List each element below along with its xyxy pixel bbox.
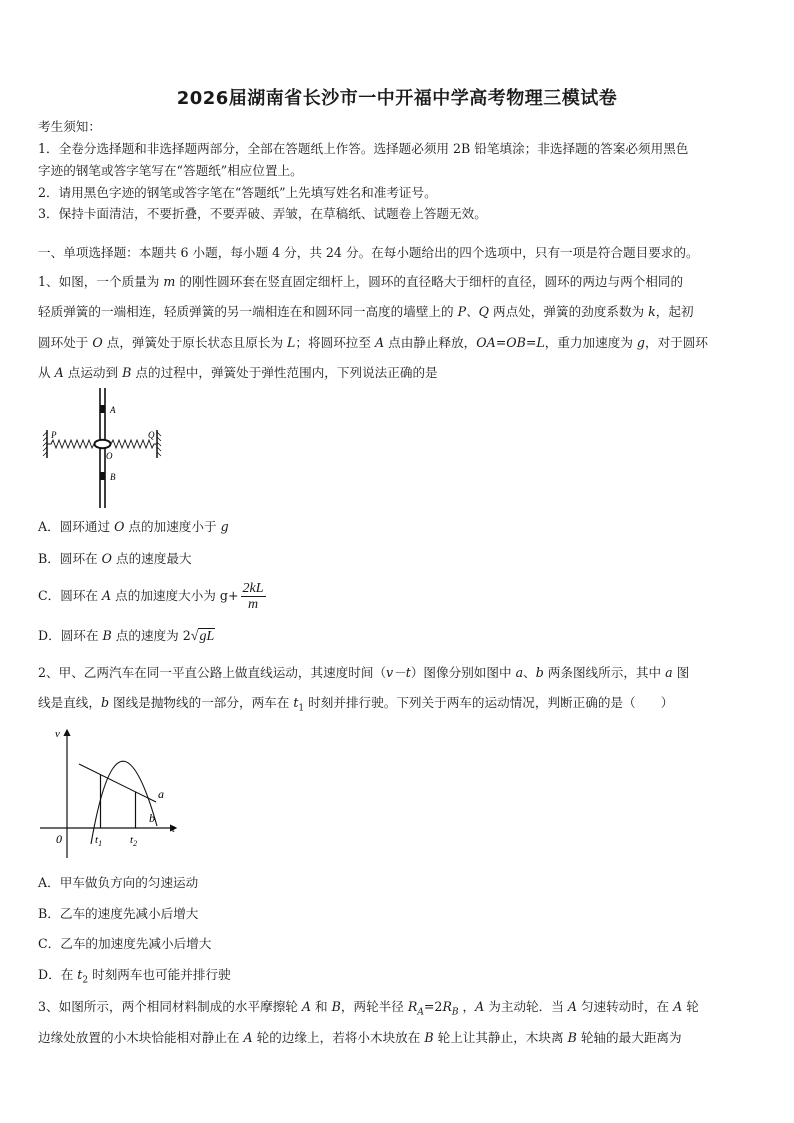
q1-option-c: C．圆环在 A 点的加速度大小为 g+ $\frac{2kL}{m}$ xyxy=(38,581,264,612)
label-o: O xyxy=(106,451,113,461)
label-b: B xyxy=(110,472,116,482)
label-line-a: a xyxy=(158,787,164,801)
q2-stem-line-1: 2、甲、乙两汽车在同一平直公路上做直线运动，其速度时间（v－t）图像分别如图中 a、b 两条图线所示，其中 a 图 xyxy=(38,665,690,680)
q2-stem-line-2: 线是直线，b 图线是抛物线的一部分，两车在 $t_1$ 时刻并排行驶。下列关于两车的运动情况，判断正确的是（ ） xyxy=(38,695,674,714)
notice-3: 3．保持卡面清洁，不要折叠，不要弄破、弄皱，在草稿纸、试题卷上答题无效。 xyxy=(38,206,487,221)
ring xyxy=(95,440,111,448)
label-t1: $t_1$ xyxy=(95,834,103,848)
spring-right xyxy=(109,440,157,448)
q2-option-b: B．乙车的速度先减小后增大 xyxy=(38,906,199,921)
q1-stem-line-1: 1、如图，一个质量为 m 的刚性圆环套在竖直固定细杆上，圆环的直径略大于细杆的直径，圆环的两边与两个相同的 xyxy=(38,274,684,289)
q1-option-d: D．圆环在 B 点的速度为 2√gL xyxy=(38,628,215,644)
q2-option-a: A．甲车做负方向的匀速运动 xyxy=(38,875,199,890)
marker-a xyxy=(100,405,105,413)
exam-title: 2026届湖南省长沙市一中开福中学高考物理三模试卷 xyxy=(176,88,618,109)
label-t2: $t_2$ xyxy=(130,834,138,848)
marker-b xyxy=(100,472,105,480)
notice-heading: 考生须知： xyxy=(38,119,101,134)
section-heading: 一、单项选择题：本题共 6 小题，每小题 4 分，共 24 分。在每小题给出的四个选项中，只有一项是符合题目要求的。 xyxy=(38,245,699,260)
label-origin: 0 xyxy=(56,832,62,846)
q3-stem-line-2: 边缘处放置的小木块恰能相对静止在 A 轮的边缘上，若将小木块放在 B 轮上让其静止，木块离 B 轮轴的最大距离为 xyxy=(38,1030,682,1045)
notice-1-line-2: 字迹的钢笔或答字笔写在“答题纸”相应位置上。 xyxy=(38,163,303,178)
q1-stem-line-4: 从 A 点运动到 B 点的过程中，弹簧处于弹性范围内，下列说法正确的是 xyxy=(38,365,438,380)
q1-ring-spring-figure xyxy=(40,386,170,512)
q1-stem-line-2: 轻质弹簧的一端相连，轻质弹簧的另一端相连在和圆环同一高度的墙壁上的 P、Q 两点处，弹簧的劲度系数为 k，起初 xyxy=(38,304,694,319)
label-a: A xyxy=(110,405,116,415)
q1-option-a: A．圆环通过 O 点的加速度小于 g xyxy=(38,519,229,534)
q1-option-b: B．圆环在 O 点的速度最大 xyxy=(38,551,192,566)
label-curve-b: b xyxy=(149,811,155,825)
q3-stem-line-1: 3、如图所示，两个相同材料制成的水平摩擦轮 A 和 B，两轮半径 $R_A=2R_B$ ，A 为主动轮．当 A 匀速转动时，在 A 轮 xyxy=(38,999,699,1018)
q2-option-d: D．在 $t_2$ 时刻两车也可能并排行驶 xyxy=(38,967,231,986)
notice-1-line-1: 1．全卷分选择题和非选择题两部分，全部在答题纸上作答。选择题必须用 2B 铅笔填涂；非选择题的答案必须用黑色 xyxy=(38,141,689,156)
fraction-2kl-over-m: $\frac{2kL}{m}$ xyxy=(242,581,264,612)
label-v: v xyxy=(55,728,60,740)
q2-option-c: C．乙车的加速度先减小后增大 xyxy=(38,936,212,951)
label-t: t xyxy=(172,823,176,835)
sqrt-gl: √gL xyxy=(190,629,215,644)
spring-left xyxy=(47,440,96,448)
label-p: P xyxy=(51,430,57,440)
graph-line-a xyxy=(79,764,156,802)
label-q: Q xyxy=(148,430,155,440)
notice-2: 2．请用黑色字迹的钢笔或答字笔在“答题纸”上先填写姓名和准考证号。 xyxy=(38,185,437,200)
q1-stem-line-3: 圆环处于 O 点，弹簧处于原长状态且原长为 L；将圆环拉至 A 点由静止释放，OA=OB=L，重力加速度为 g，对于圆环 xyxy=(38,335,708,350)
q2-vt-graph xyxy=(36,726,186,862)
